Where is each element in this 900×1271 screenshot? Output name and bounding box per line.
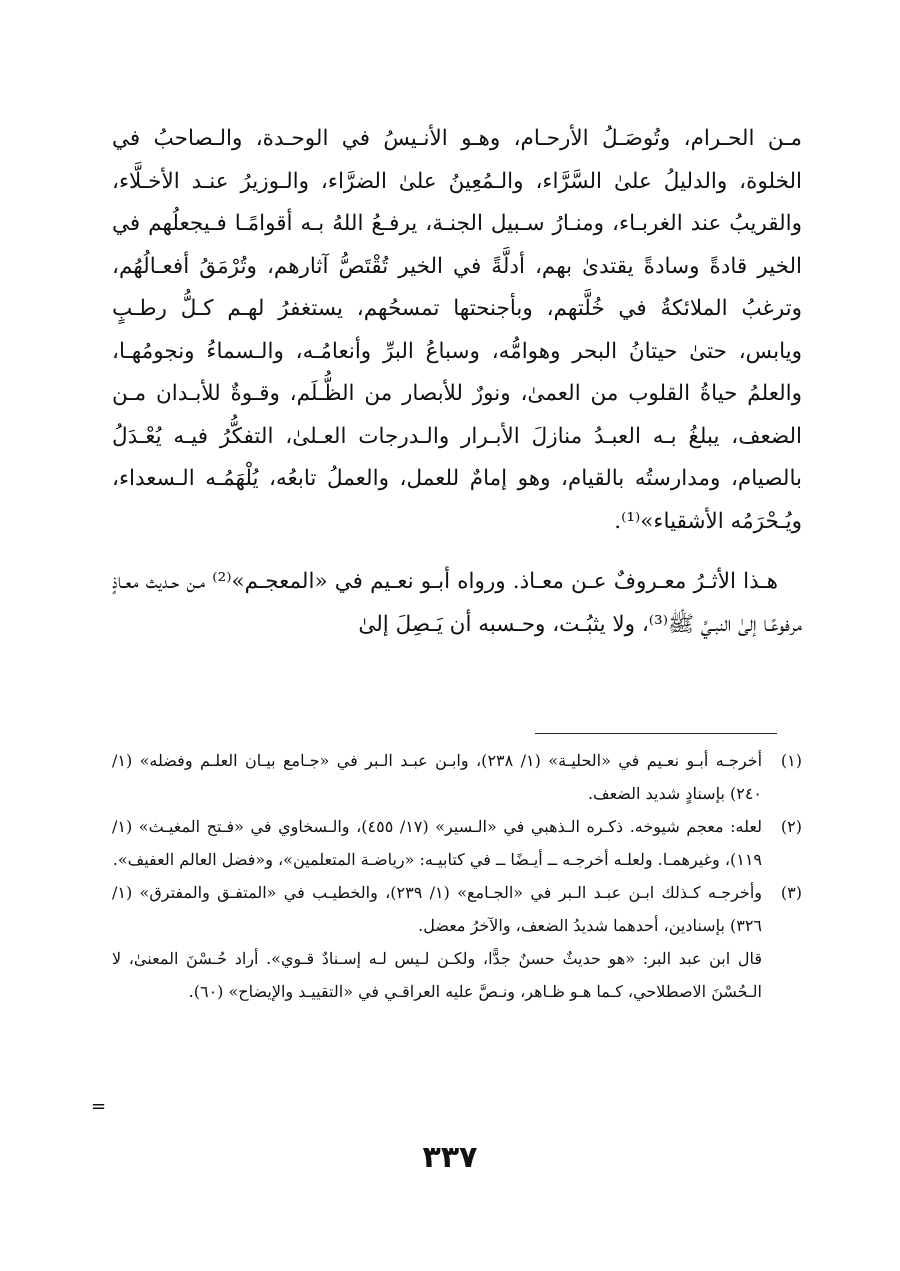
footnote-text: لعله: معجم شيوخه. ذكـره الـذهبي في «الـسير» (١٧/ ٤٥٥)، والـسخاوي في «فـتح المغيـث» (١/ ١١٩)، وغيرهمـا. ولعلـه أخرجـه ــ أيـضًا ــ في كتابيـه: «رياضـة المتعلمين»، و«فضل العالم العفيف». <box>112 817 763 869</box>
main-paragraph: هـذا الأثـرُ معـروفٌ عـن معـاذ. ورواه أبـو نعـيم في «المعجـم»⁽²⁾ مـن حـديث معـاذٍ مرفوعًـا إلىٰ النبـيِّ ﷺ⁽³⁾، ولا يثبُـت، وحـسبه أن يَـصِلَ إلىٰ <box>112 569 802 637</box>
footnote-number: (٣) <box>780 883 802 902</box>
footnote-3-continuation: قال ابن عبد البر: «هو حديثٌ حسنٌ جدًّا، ولكـن لـيس لـه إسـنادٌ قـوي». أراد حُـسْنَ المعنىٰ، لا الـحُسْنَ الاصطلاحي، كـما هـو ظـاهر، ونـصَّ عليه العراقـي في «التقييـد والإيضاح» (٦٠). <box>112 949 762 1001</box>
footnote-separator <box>535 733 777 734</box>
continuation-mark: = <box>91 1096 107 1117</box>
footnote-3 <box>112 876 802 942</box>
page-number: ٣٣٧ <box>422 1140 478 1175</box>
footnote-text: أخرجـه أبـو نعـيم في «الحليـة» (١/ ٢٣٨)، وابـن عبـد الـبر في «جـامع بيـان العلـم وفضله» (١/ ٢٤٠) بإسنادٍ شديد الضعف. <box>112 751 763 803</box>
footnote-1 <box>112 744 802 810</box>
footnote-number: (٢) <box>780 817 802 836</box>
footnote-text: وأخرجـه كـذلك ابـن عبـد الـبر في «الجـامع» (١/ ٢٣٩)، والخطيـب في «المتفـق والمفترق» (١/ ٣٢٦) بإسنادين، أحدهما شديدُ الضعف، والآخرُ معضل. <box>112 883 762 935</box>
footnote-number: (١) <box>780 751 802 770</box>
main-paragraph: مـن الحـرام، وتُوصَـلُ الأرحـام، وهـو الأنـيسُ في الوحـدة، والـصاحبُ في الخلوة، والدليلُ علىٰ السَّرَّاء، والـمُعِينُ علىٰ الضرَّاء، والـوزيرُ عنـد الأخـلَّاء، والقريبُ عند الغربـاء، ومنـارُ سـبيل الجنـة، يرفـعُ اللهُ بـه أقوامًـا فـيجعلُهم في الخير قادةً وسادةً يقتدىٰ بهم، أدلَّةً في الخير تُقْتَصُّ آثارهم، وتُرْمَقُ أفعـالُهُم، وترغبُ الملائكةُ في خُلَّتهم، وبأجنحتها تمسحُهم، يستغفرُ لهـم كـلُّ رطـبٍ ويابس، حتىٰ حيتانُ البحر وهوامُّه، وسباعُ البرِّ وأنعامُـه، والـسماءُ ونجومُهـا، والعلمُ حياةُ القلوب من العمىٰ، ونورٌ للأبصار من الظُّـلَم، وقـوةٌ للأبـدان مـن الضعف، يبلغُ بـه العبـدُ منازلَ الأبـرار والـدرجات العـلىٰ، التفكُّرُ فيـه يُعْـدَلُ بالصيام، ومدارستُه بالقيام، وهو إمامٌ للعمل، والعملُ تابعُه، يُلْهَمُـه الـسعداء، ويُـحْرَمُه الأشقياء»⁽¹⁾. <box>112 126 802 534</box>
footnotes <box>112 744 802 1008</box>
main-text <box>112 118 802 646</box>
footnote-2 <box>112 810 802 876</box>
